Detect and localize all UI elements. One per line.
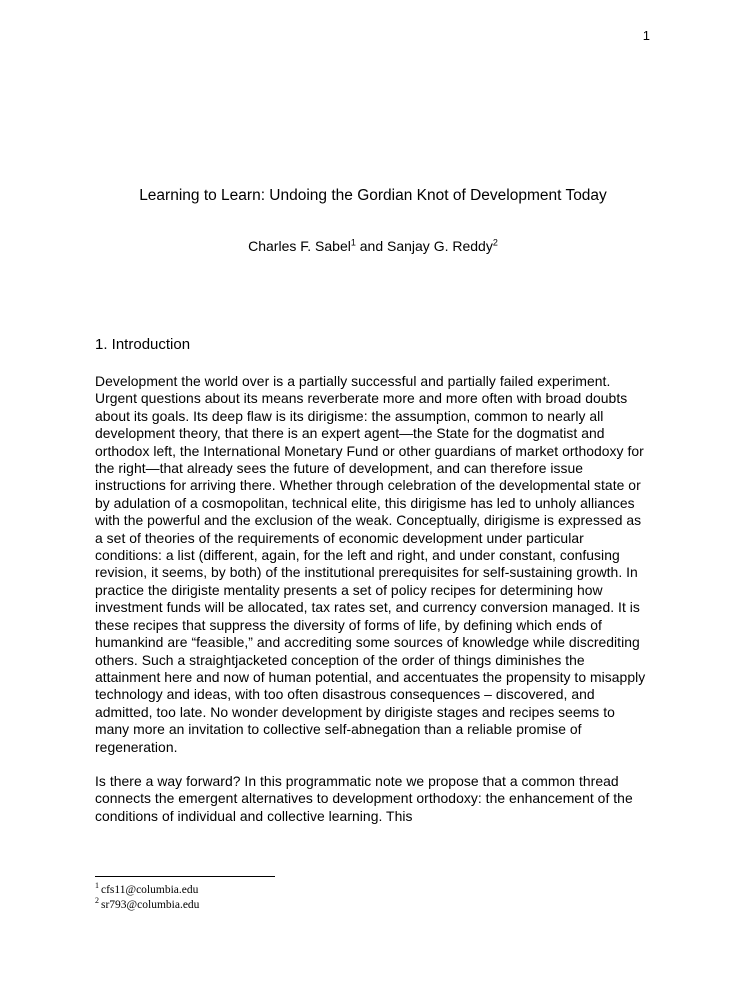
text-column [95, 0, 651, 825]
footnote-1 [95, 883, 651, 898]
authors-connector: and [355, 238, 387, 254]
paper-title: Learning to Learn: Undoing the Gordian Knot of Development Today [139, 187, 607, 204]
footnote-separator-rule [95, 876, 275, 877]
paragraph-2: Is there a way forward? In this programmatic note we propose that a common thread connects the emergent alternatives to development orthodoxy: the enhancement of the conditions of individual and collective learning. This [95, 772, 633, 824]
author-first-name: Charles F. Sabel [248, 238, 351, 254]
author-first-footnote-ref: 1 [350, 237, 356, 248]
footnote-block [95, 876, 651, 913]
page-number: 1 [642, 28, 650, 43]
footnote-2-text: sr793@columbia.edu [101, 899, 200, 911]
footnote-1-marker: 1 [95, 881, 99, 891]
authors-line [95, 237, 651, 255]
footnote-1-text: cfs11@columbia.edu [101, 884, 199, 896]
paragraph-1: Development the world over is a partially successful and partially failed experiment. Urgent questions about its means reverberate more and more often with broad doubts about its goals. Its deep flaw is its dirigisme: the assumption, common to nearly all development theory, that there is an expert agent—the State for the dogmatist and orthodox left, the International Monetary Fund or other guardians of market orthodoxy for the right—that already sees the future of development, and can therefore issue instructions for arriving there. Whether through celebration of the developmental state or by adulation of a cosmopolitan, technical elite, this dirigisme has led to unholy alliances with the powerful and the exclusion of the weak. Conceptually, dirigisme is expressed as a set of theories of the requirements of economic development under particular conditions: a list (different, again, for the left and right, and under constant, confusing revision, it seems, by both) of the institutional prerequisites for self-sustaining growth. In practice the dirigiste mentality presents a set of policy recipes for determining how investment funds will be allocated, tax rates set, and currency conversion managed. It is these recipes that suppress the diversity of forms of life, by defining which ends of humankind are “feasible,” and accrediting some sources of knowledge while discrediting others. Such a straightjacketed conception of the order of things diminishes the attainment here and now of human potential, and accentuates the propensity to misapply technology and ideas, with too often disastrous consequences – discovered, and admitted, too late. No wonder development by dirigiste stages and recipes seems to many more an invitation to collective self-abnegation than a reliable promise of regeneration. [95, 373, 646, 755]
author-second-name: Sanjay G. Reddy [387, 238, 493, 254]
footnote-2 [95, 898, 651, 913]
author-second-footnote-ref: 2 [492, 237, 498, 248]
section-heading-introduction: 1. Introduction [95, 336, 191, 353]
footnote-2-marker: 2 [95, 896, 99, 906]
